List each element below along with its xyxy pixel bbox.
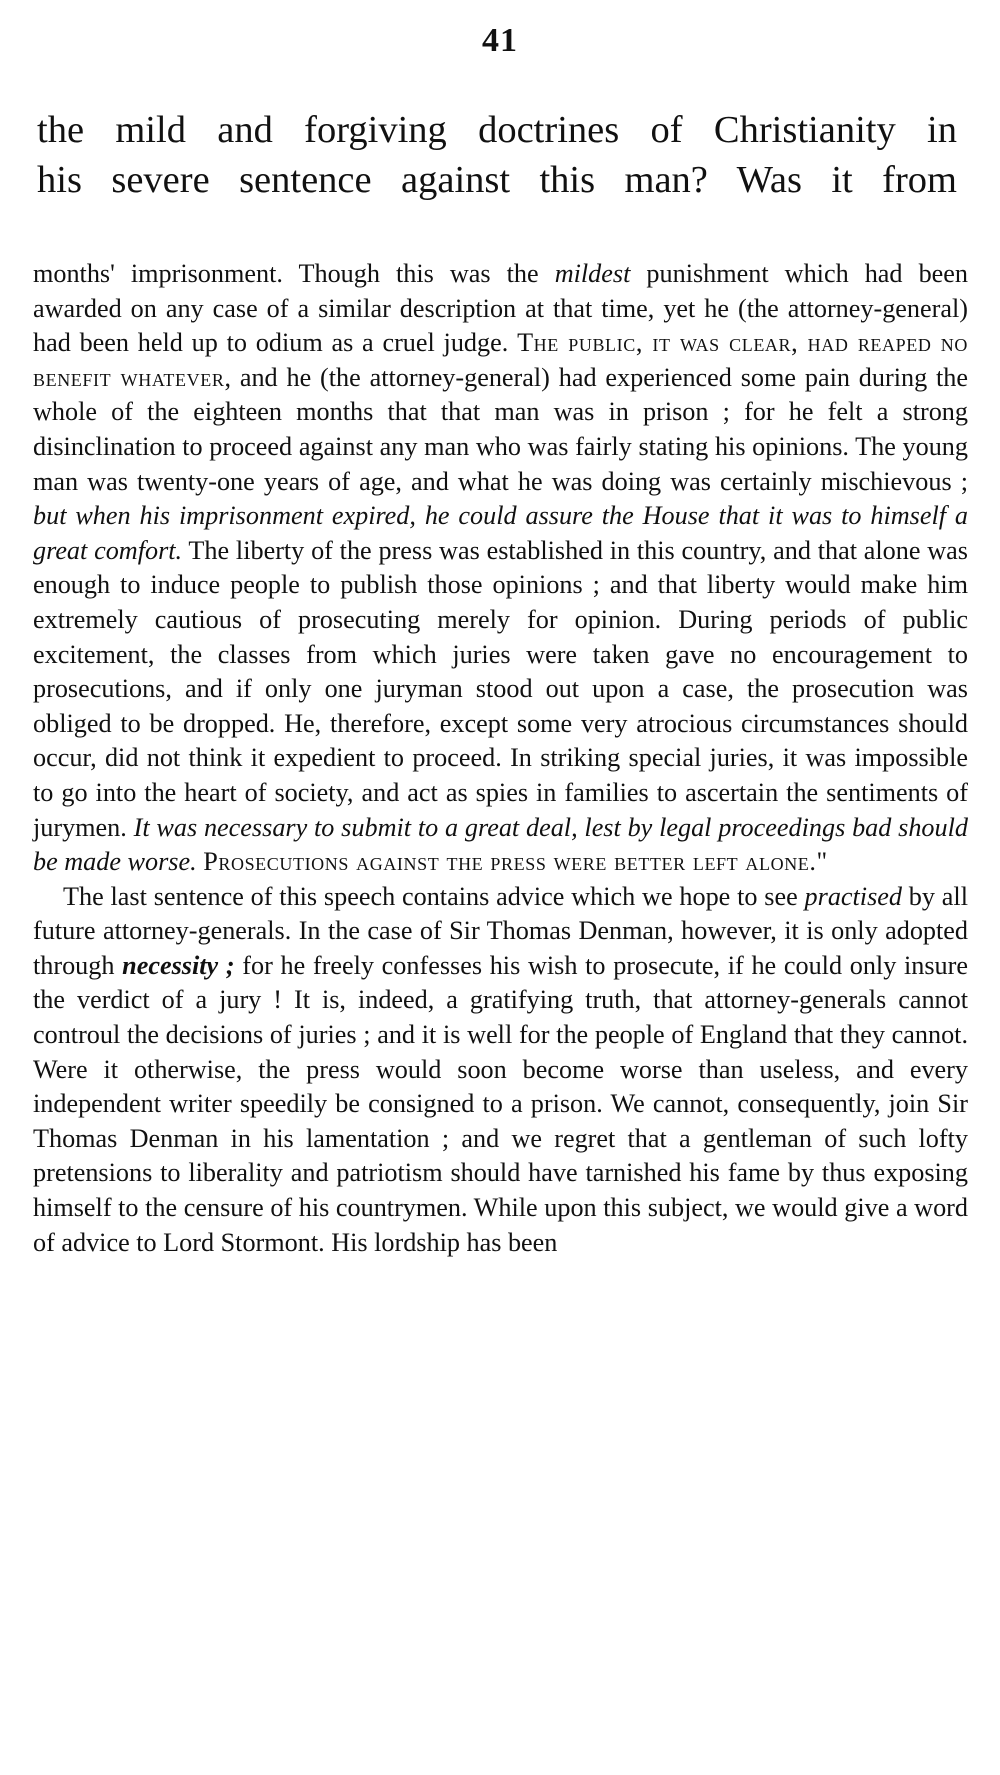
quote-italic-comfort: but when his imprisonment expired, he could assure the House that it was to himself a great comfort. [33, 501, 968, 565]
quote-smallcaps-prosecutions: Prosecutions against the press were better left alone. [203, 847, 817, 877]
fragment-line-2: his severe sentence against this man? Was it from [37, 159, 957, 201]
quote-italic-mildest: mildest [554, 259, 631, 288]
body-text [33, 257, 968, 1260]
commentary-italic-necessity: necessity ; [122, 950, 235, 980]
commentary-paragraph [33, 880, 968, 1261]
page-number: 41 [482, 22, 518, 59]
fragment-line-1: the mild and forgiving doctrines of Christianity in [37, 109, 957, 151]
quoted-speech-paragraph [33, 257, 968, 880]
commentary-italic-practised: practised [804, 881, 902, 911]
page-fragment-heading-text [37, 105, 957, 205]
quote-text-4: The liberty of the press was established in this country, and that alone was enough to induce people to publish those opinions ; and that liberty would make him extremely cautious of prosecuting merely for opinion. During periods of public excitement, the classes from which juries were taken gave no encouragement to prosecutions, and if only one juryman stood out upon a case, the prosecution was obliged to be dropped. He, therefore, except some very atrocious circumstances should occur, did not think it expedient to proceed. In striking special juries, it was impossible to go into the heart of society, and act as spies in families to ascertain the sentiments of jurymen. [33, 535, 968, 842]
commentary-text-3: for he freely confesses his wish to prosecute, if he could only insure the verdict of a jury ! It is, indeed, a gratifying truth, that attorney-generals cannot controul the decisions of juries ; and it is well for the people of England that they cannot. Were it otherwise, the press would soon become worse than useless, and every independent writer speedily be consigned to a prison. We cannot, consequently, join Sir Thomas Denman in his lamentation ; and we regret that a gentleman of such lofty pretensions to liberality and patriotism should have tarnished his fame by thus exposing himself to the censure of his countrymen. While upon this subject, we would give a word of advice to Lord Stormont. His lordship has been [33, 950, 968, 1257]
quote-closing-mark: " [816, 847, 828, 877]
quote-smallcaps-public: The public, it was clear, had reaped no benefit whatever [33, 328, 968, 392]
quote-text-3: , and he (the attorney-general) had experienced some pain during the whole of the eighteen months that that man was in prison ; for he felt a strong disinclination to proceed against any man who was fairly stating his opinions. The young man was twenty-one years of age, and what he was doing was certainly mischievous ; [33, 362, 968, 496]
quote-italic-necessary: It was necessary to submit to a great deal, lest by legal proceedings bad should be made worse. [33, 812, 968, 877]
commentary-text-2: by all future attorney-generals. In the case of Sir Thomas Denman, however, it is only adopted through [33, 881, 968, 980]
commentary-text-1: The last sentence of this speech contains advice which we hope to see [63, 881, 805, 911]
quote-text-2: punishment which had been awarded on any case of a similar description at that time, yet he (the attorney-general) had been held up to odium as a cruel judge. [33, 259, 969, 358]
quote-text-1: months' imprisonment. Though this was the [33, 259, 555, 288]
